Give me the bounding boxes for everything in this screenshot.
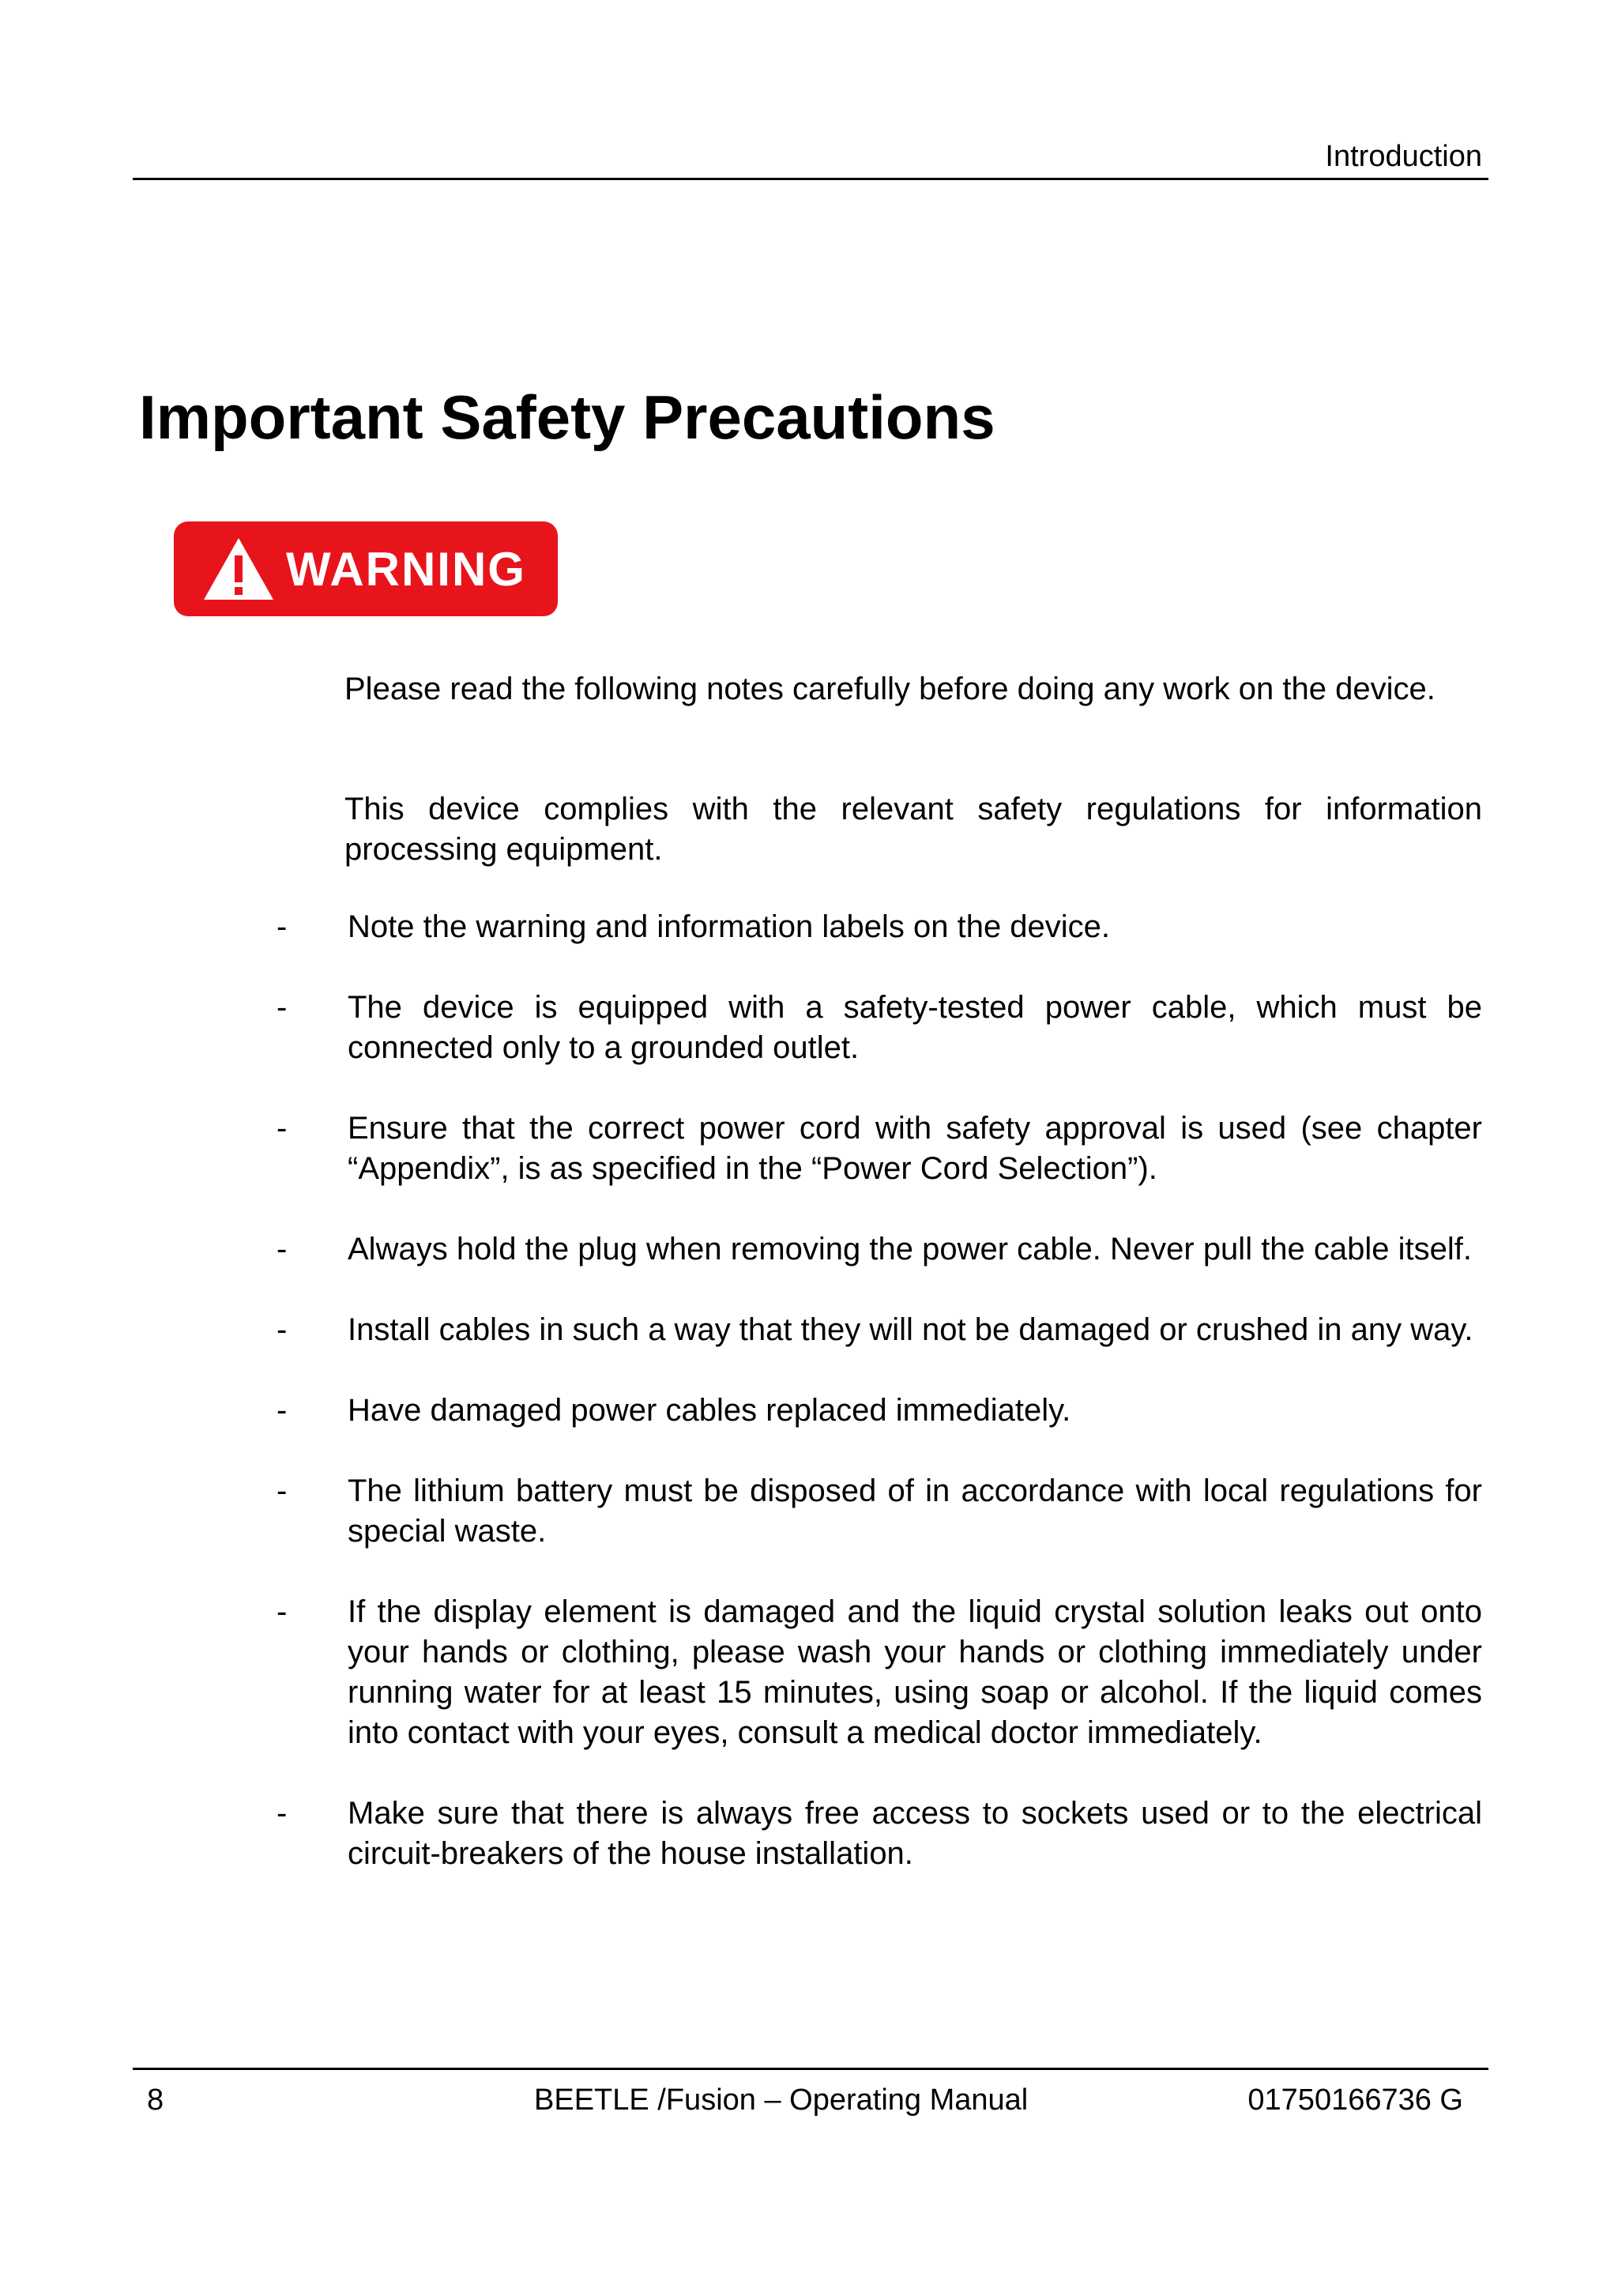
list-item: [277, 1108, 1482, 1189]
list-item: [277, 1229, 1482, 1270]
list-item-text: Ensure that the correct power cord with safety approval is used (see chapter “Appendix”, is as specified in the “Power Cord Selection”).: [348, 1111, 1482, 1186]
bullet-marker: -: [277, 1232, 288, 1267]
page-header: [133, 136, 1488, 180]
exclamation-triangle-icon: [202, 535, 275, 603]
list-item: [277, 1310, 1482, 1350]
bullet-marker: -: [277, 1474, 288, 1508]
list-item-text: Note the warning and information labels on the device.: [348, 909, 1111, 944]
list-item-text: Have damaged power cables replaced immediately.: [348, 1393, 1071, 1428]
page-number: 8: [147, 2083, 164, 2117]
list-item: [277, 1794, 1482, 1874]
list-item: [277, 1471, 1482, 1552]
warning-badge: [174, 521, 558, 616]
bullet-marker: -: [277, 1111, 288, 1146]
list-item-text: Make sure that there is always free access to sockets used or to the electrical circuit-breakers of the house installation.: [348, 1796, 1482, 1871]
list-item: [277, 907, 1482, 947]
bullet-marker: -: [277, 990, 288, 1025]
list-item: [277, 1592, 1482, 1753]
bullet-marker: -: [277, 1796, 288, 1831]
page-title: Important Safety Precautions: [139, 382, 995, 452]
list-item-text: Install cables in such a way that they will not be damaged or crushed in any way.: [348, 1312, 1473, 1347]
bullet-marker: -: [277, 1312, 288, 1347]
list-item-text: The lithium battery must be disposed of in accordance with local regulations for special waste.: [348, 1474, 1482, 1549]
list-item: [277, 988, 1482, 1068]
manual-title: BEETLE /Fusion – Operating Manual: [534, 2083, 1029, 2117]
intro-paragraph: This device complies with the relevant safety regulations for information processing equipment.: [344, 792, 1482, 867]
warning-label: WARNING: [286, 542, 526, 596]
document-number: 01750166736 G: [1247, 2083, 1463, 2117]
bullet-marker: -: [277, 909, 288, 944]
safety-list: [277, 907, 1482, 1914]
page-footer: [133, 2068, 1488, 2123]
list-item-text: If the display element is damaged and the liquid crystal solution leaks out onto your hands or clothing, please wash your hands or clothing immediately under running water for at least 15 minutes, using soap or alcohol. If the liquid comes into contact with your eyes, consult a medical doctor immediately.: [348, 1594, 1482, 1750]
bullet-marker: -: [277, 1393, 288, 1428]
list-item-text: The device is equipped with a safety-tested power cable, which must be connected only to a grounded outlet.: [348, 990, 1482, 1065]
list-item-text: Always hold the plug when removing the power cable. Never pull the cable itself.: [348, 1232, 1473, 1267]
section-label: Introduction: [1325, 140, 1482, 173]
list-item: [277, 1391, 1482, 1431]
bullet-marker: -: [277, 1594, 288, 1629]
intro-paragraph: Please read the following notes carefully before doing any work on the device.: [344, 672, 1436, 706]
